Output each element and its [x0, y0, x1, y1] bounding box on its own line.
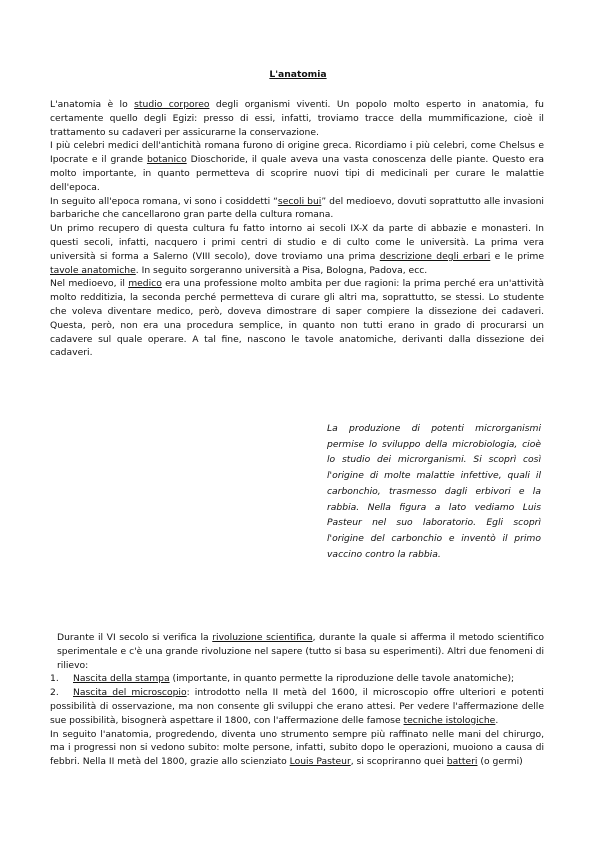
text: Durante il VI secolo si verifica la: [57, 632, 213, 643]
list-item: [50, 672, 544, 686]
list-number: 2.: [50, 687, 59, 699]
paragraph-secoli-bui: [50, 195, 544, 223]
paragraph-medioevo: [50, 277, 544, 360]
underlined-term: rivoluzione scientifica: [212, 632, 313, 643]
underlined-term: tecniche istologiche: [403, 714, 496, 726]
text: In seguito l'anatomia, progredendo, diventa uno strumento sempre più raffinato nelle mani del chirurgo, ma i progressi non si vedono subito: molte persone, infatti, subito dopo le operazioni, muoiono a causa di febbri. Nella II metà del 1800, grazie allo scienziato: [50, 728, 544, 768]
text: : introdotto nella II metà del 1600, il microscopio offre ulteriori e potenti possibilità di osservazione, ma non consente gli sviluppi che erano attesi. Per vedere l'affermazione delle sue possibilità, bisognerà aspettare il 1800, con l'affermazione delle famose: [50, 687, 544, 726]
underlined-term: medico: [128, 278, 162, 290]
text: degli organismi viventi. Un popolo molto esperto in anatomia, fu certamente quello degli Egizi: presso di essi, infatti, troviamo tracce della mummificazione, cioè il trattamento su cadaveri per assicurarne la conservazione.: [50, 99, 544, 138]
page-title: L'anatomia: [269, 69, 327, 80]
text: I più celebri medici dell'antichità romana furono di origine greca. Ricordiamo i più celebri, come Chelsus e Ipocrate e il grande: [50, 140, 544, 166]
text: L'anatomia è lo: [50, 99, 135, 110]
list-item: [50, 686, 544, 727]
text: , durante la quale si afferma il metodo scientifico sperimentale e c'è una grande rivoluzione nel sapere (tutto si basa su esperimenti). Altri due fenomeni di rilievo:: [57, 632, 544, 671]
text: Nel medioevo, il: [50, 278, 129, 290]
paragraph-medici-romani: [50, 139, 544, 194]
text: .: [495, 714, 499, 726]
paragraph-universita: [50, 222, 544, 277]
text: ” del medioevo, dovuti soprattutto alle invasioni barbariche che cancellarono gran parte della cultura romana.: [50, 195, 544, 221]
underlined-term: secoli bui: [277, 195, 322, 207]
underlined-term: tavole anatomiche: [50, 264, 136, 276]
underlined-term: studio corporeo: [134, 99, 210, 110]
underlined-term: descrizione degli erbari: [379, 250, 491, 262]
lower-section: [50, 631, 544, 769]
text: (importante, in quanto permette la riproduzione delle tavole anatomiche);: [169, 673, 515, 685]
text: Dioschoride, il quale aveva una vasta conoscenza delle piante. Questo era molto importante, in quanto permetteva di scoprire nuovi tipi di medicinali per curare le malattie dell'epoca.: [50, 154, 544, 193]
text: Un primo recupero di questa cultura fu fatto intorno ai secoli IX-X da parte di abbazie e monasteri. In questi secoli, infatti, nacquero i primi centri di studio e di culto come le università. La prima vera università si forma a Salerno (VIII secolo), dove troviamo una prima: [50, 223, 544, 262]
paragraph-pasteur: [50, 728, 544, 769]
underlined-term: batteri: [446, 756, 478, 768]
underlined-term: Nascita del microscopio: [73, 687, 187, 699]
text: e le prime: [490, 250, 545, 262]
paragraph-rivoluzione: [50, 631, 544, 672]
text: era una professione molto ambita per due ragioni: la prima perché era un'attività molto redditizia, la seconda perché permetteva di curare gli altri ma, soprattutto, se stessi. Lo studente che voleva diventare medico, però, doveva dimostrare di saper compiere la dissezione dei cadaveri. Questa, però, non era una procedura semplice, in quanto non tutti erano in grado di procurarsi un cadavere sul quale operare. A tal fine, nascono le tavole anatomiche, derivanti dalla dissezione dei cadaveri.: [50, 278, 544, 359]
text: In seguito all'epoca romana, vi sono i cosiddetti “: [50, 195, 278, 207]
underlined-term: Louis Pasteur: [289, 756, 351, 768]
paragraph-egizi: [50, 98, 544, 139]
text: . In seguito sorgeranno università a Pisa, Bologna, Padova, ecc.: [135, 264, 428, 276]
list-number: 1.: [50, 673, 59, 685]
text: (o germi): [477, 756, 523, 768]
underlined-term: Nascita della stampa: [73, 673, 170, 685]
underlined-term: botanico: [146, 154, 187, 166]
text: , si scopriranno quei: [350, 756, 447, 768]
figure-caption: La produzione di potenti microrganismi permise lo sviluppo della microbiologia, cioè lo studio dei microrganismi. Si scoprì così l'origine di molte malattie infettive, quali il carbonchio, trasmesso dagli erbivori e la rabbia. Nella figura a lato vediamo Luis Pasteur nel suo laboratorio. Egli scoprì l'origine del carbonchio e inventò il primo vaccino contro la rabbia.: [327, 423, 541, 560]
intro-section: [50, 98, 544, 360]
